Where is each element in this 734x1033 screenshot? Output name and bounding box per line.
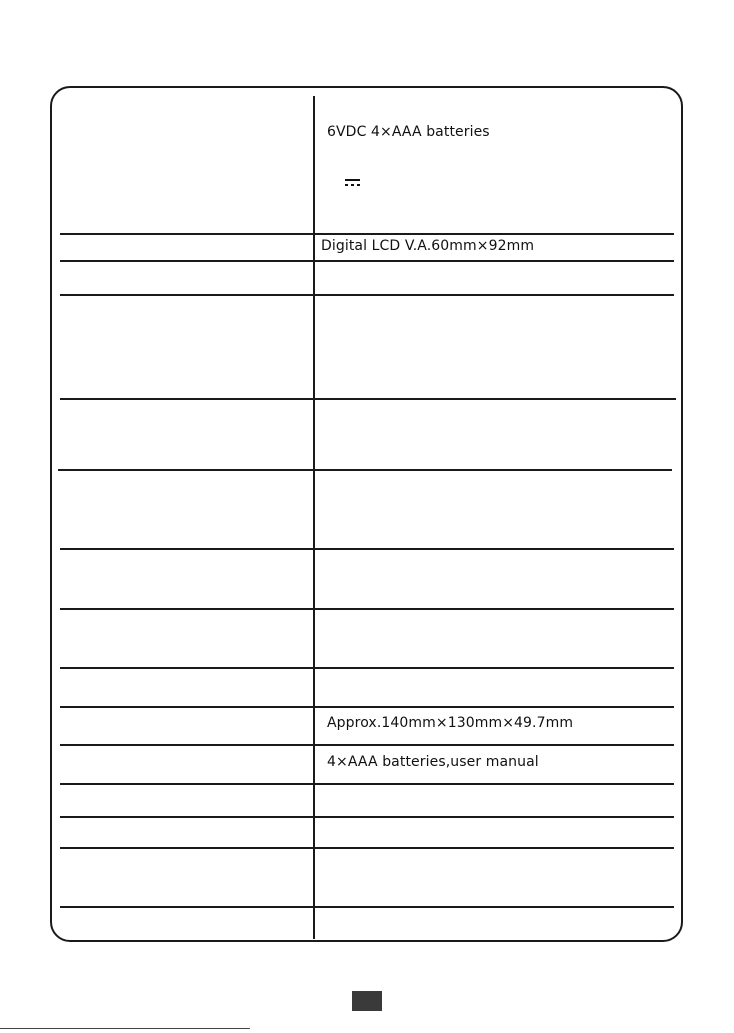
- row-divider: [60, 260, 674, 262]
- row-divider: [60, 548, 674, 550]
- row-divider: [60, 847, 674, 849]
- row-divider: [60, 783, 674, 785]
- row-divider: [60, 398, 676, 400]
- power-supply-value: 6VDC 4×AAA batteries: [327, 124, 490, 140]
- specification-table: [50, 86, 683, 942]
- accessories-value: 4×AAA batteries,user manual: [327, 754, 539, 770]
- row-divider: [60, 608, 674, 610]
- page-number-box: [352, 991, 382, 1011]
- row-divider: [60, 667, 674, 669]
- row-divider: [60, 706, 674, 708]
- column-divider: [313, 96, 315, 939]
- display-value: Digital LCD V.A.60mm×92mm: [321, 238, 535, 254]
- row-divider: [60, 233, 674, 235]
- dimensions-value: Approx.140mm×130mm×49.7mm: [327, 715, 574, 731]
- dc-power-symbol-icon: [345, 179, 360, 187]
- row-divider: [60, 744, 674, 746]
- row-divider: [60, 906, 674, 908]
- bottom-rule: [0, 1028, 250, 1029]
- row-divider: [60, 294, 674, 296]
- row-divider: [58, 469, 672, 471]
- row-divider: [60, 816, 674, 818]
